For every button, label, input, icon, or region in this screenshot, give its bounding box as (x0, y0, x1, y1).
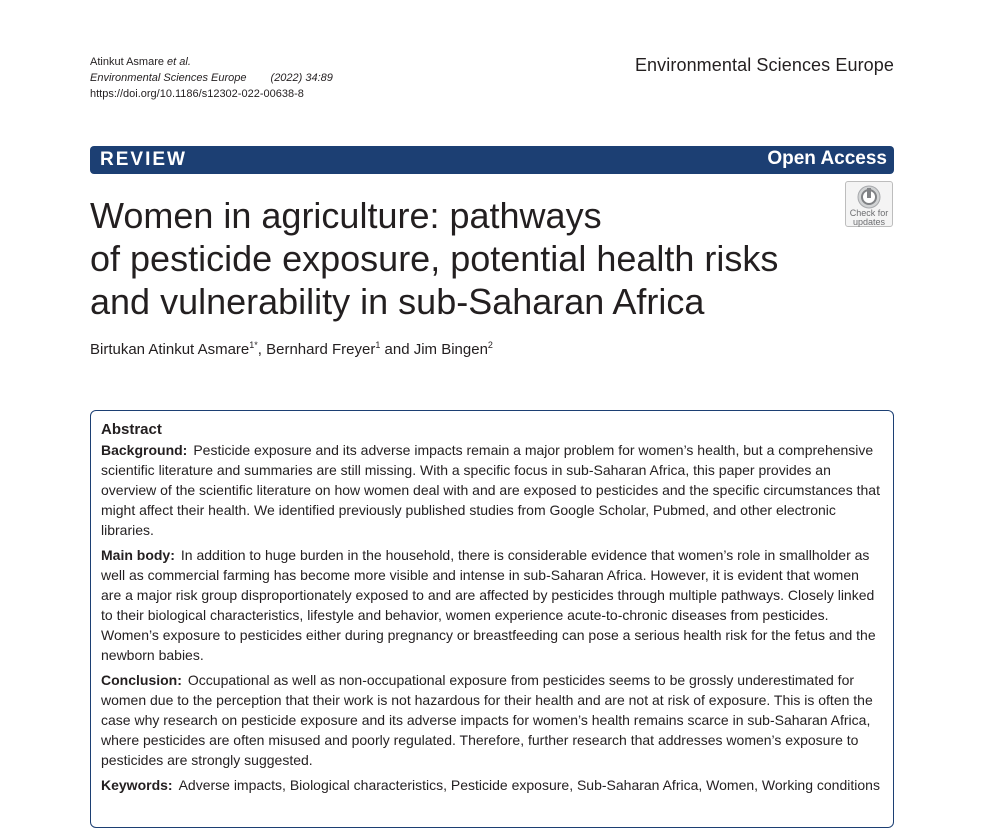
check-updates-icon (857, 185, 881, 209)
abstract-heading: Abstract (101, 421, 162, 438)
conclusion-text: Occupational as well as non-occupational exposure from pesticides seems to be grossly underestimated for women due to the perception that their work is not hazardous for their health and are not at risk of exposure. This is often the case why research on pesticide exposure and its adverse impacts for women’s health remains scarce in sub-Saharan Africa, where pesticides are often misused and poorly regulated. Therefore, further research that addresses women’s exposure to pesticides are strongly suggested. (101, 672, 873, 768)
author-1-affiliation: 1* (249, 340, 258, 350)
abstract-main-body (101, 545, 883, 665)
title-line-1: Women in agriculture: pathways (90, 195, 602, 236)
author-1[interactable]: Birtukan Atinkut Asmare (90, 341, 250, 358)
check-updates-line1: Check for (849, 208, 889, 218)
main-body-label: Main body: (101, 547, 175, 563)
main-body-text: In addition to huge burden in the household, there is considerable evidence that women’s role in smallholder as well as commercial farming has become more visible and intense in sub-Saharan Africa. However, it is evident that women are a major risk group disproportionately exposed to and are affected by pesticides through multiple pathways. Closely linked to their biological characteristics, lifestyle and behavior, women experience acute-to-chronic diseases from pesticides. Women’s exposure to pesticides either during pregnancy or breastfeeding can pose a serious health risk for the fetus and the newborn babies. (101, 547, 876, 663)
abstract-keywords (101, 775, 883, 795)
article-type-label: REVIEW (100, 149, 187, 170)
citation-et-al: et al. (167, 56, 191, 68)
keywords-label: Keywords: (101, 777, 173, 793)
title-line-2: of pesticide exposure, potential health risks (90, 238, 779, 279)
author-separator-and: and (380, 341, 414, 358)
open-access-label: Open Access (767, 148, 887, 169)
journal-name: Environmental Sciences Europe (634, 55, 894, 75)
article-title (90, 194, 850, 323)
check-for-updates-button[interactable] (845, 181, 893, 227)
check-updates-line2: updates (852, 217, 886, 227)
citation-meta (90, 54, 333, 102)
author-2[interactable]: Bernhard Freyer (266, 341, 376, 358)
background-text: Pesticide exposure and its adverse impacts remain a major problem for women’s health, but a comprehensive scientific literature and summaries are still missing. With a specific focus in sub-Saharan Africa, this paper provides an overview of the scientific literature on how women deal with and are exposed to pesticides and the specific circumstances that might affect their health. We identified previously published studies from Google Scholar, Pubmed, and other electronic libraries. (101, 442, 880, 538)
abstract-box (90, 410, 894, 828)
abstract-background (101, 440, 883, 540)
author-list (90, 340, 493, 358)
abstract-conclusion (101, 670, 883, 770)
citation-volume: (2022) 34:89 (270, 72, 333, 84)
background-label: Background: (101, 442, 188, 458)
conclusion-label: Conclusion: (101, 672, 182, 688)
citation-journal-line (90, 70, 333, 86)
keywords-text: Adverse impacts, Biological characteristics, Pesticide exposure, Sub-Saharan Africa, Women, Working conditions (178, 777, 880, 793)
citation-author: Atinkut Asmare (90, 56, 164, 68)
doi-link[interactable]: https://doi.org/10.1186/s12302-022-00638-8 (90, 88, 304, 100)
title-line-3: and vulnerability in sub-Saharan Africa (90, 281, 705, 322)
author-3[interactable]: Jim Bingen (413, 341, 488, 358)
author-separator: , (257, 341, 267, 358)
citation-authors (90, 54, 333, 70)
article-type-banner (90, 146, 894, 174)
citation-journal: Environmental Sciences Europe (90, 72, 247, 84)
author-2-affiliation: 1 (375, 340, 381, 350)
author-3-affiliation: 2 (487, 340, 493, 350)
